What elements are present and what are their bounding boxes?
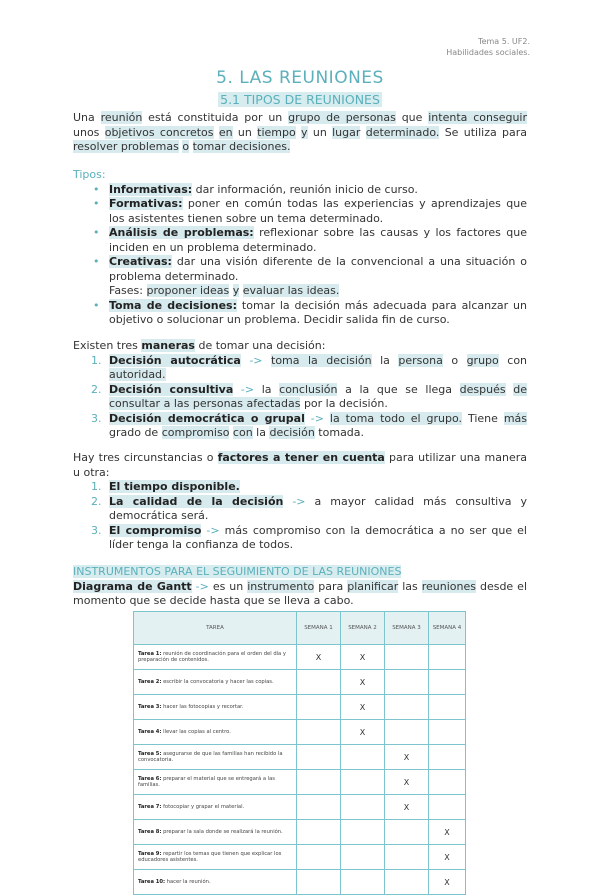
week-cell [297,845,341,870]
week-cell [341,870,385,895]
week-cell: X [385,795,429,820]
task-description: hacer las fotocopias y recortar. [161,703,244,710]
tipos-section [73,168,527,328]
task-description: asegurarse de que las familias han recibido la convocatoria. [138,750,283,763]
instrumentos-section [73,565,527,609]
task-cell [134,645,297,670]
task-cell [134,795,297,820]
maneras-section [73,339,527,441]
header-subject: Habilidades sociales. [446,48,530,57]
list-item: 1. Decisión autocrática -> toma la decisión la persona o grupo con autoridad. [91,353,528,381]
list-item: 3. Decisión democrática o grupal -> la toma todo el grupo. Tiene más grado de compromiso con la decisión tomada. [91,411,528,439]
task-description: escribir la convocatoria y hacer las copias. [161,678,274,685]
task-number: Tarea 7: [138,803,162,810]
table-row [134,770,466,795]
week-cell [385,645,429,670]
task-number: Tarea 4: [138,728,162,735]
tipos-list [73,183,527,328]
task-number: Tarea 6: [138,775,162,782]
factores-intro: Hay tres circunstancias o factores a tener en cuenta para utilizar una manera u otra: [73,451,527,479]
table-row [134,845,466,870]
week-cell: X [341,670,385,695]
task-description: preparar la sala donde se realizará la reunión. [161,828,283,835]
list-item: • Análisis de problemas: reflexionar sobre las causas y los factores que inciden en un problema determinado. [109,226,527,255]
instrumentos-heading: INSTRUMENTOS PARA EL SEGUIMIENTO DE LAS REUNIONES [73,565,402,578]
week-cell [297,820,341,845]
week-cell [429,645,466,670]
list-item: • Formativas: poner en común todas las experiencias y aprendizajes que los asistentes tienen sobre un tema determinado. [109,197,527,226]
week-cell [385,820,429,845]
list-item: 2. Decisión consultiva -> la conclusión a la que se llega después de consultar a las personas afectadas por la decisión. [91,382,527,410]
task-cell [134,670,297,695]
section-subtitle: 5.1 TIPOS DE REUNIONES [220,92,380,107]
week-cell: X [341,695,385,720]
week-cell [341,845,385,870]
week-cell [341,770,385,795]
week-cell [297,695,341,720]
week-cell [385,870,429,895]
factores-list [73,480,527,553]
week-cell [385,670,429,695]
header-topic: Tema 5. UF2. [478,37,530,46]
week-cell [429,795,466,820]
week-cell: X [385,770,429,795]
column-header: SEMANA 3 [385,612,429,645]
week-cell: X [341,720,385,745]
week-cell: X [297,645,341,670]
task-number: Tarea 2: [138,678,162,685]
maneras-list [73,354,527,441]
week-cell [297,745,341,770]
week-cell [429,720,466,745]
week-cell [341,820,385,845]
gantt-description: Diagrama de Gantt -> es un instrumento para planificar las reuniones desde el momento que se decide hasta que se lleva a cabo. [73,579,527,607]
week-cell [297,795,341,820]
week-cell [297,720,341,745]
week-cell [297,870,341,895]
week-cell [385,695,429,720]
table-row [134,720,466,745]
week-cell: X [429,870,466,895]
task-number: Tarea 5: [138,750,162,757]
week-cell: X [429,820,466,845]
column-header: SEMANA 1 [297,612,341,645]
list-item: 2. La calidad de la decisión -> a mayor calidad más consultiva y democrática será. [91,494,527,522]
task-cell [134,870,297,895]
task-description: llevar las copias al centro. [161,728,231,735]
week-cell [297,770,341,795]
task-cell [134,820,297,845]
task-description: hacer la reunión. [165,878,211,885]
week-cell [341,745,385,770]
week-cell [429,695,466,720]
table-header-row [134,612,466,645]
factores-section [73,451,527,553]
week-cell: X [429,845,466,870]
tipos-label: Tipos: [73,168,106,181]
task-number: Tarea 1: [138,650,162,657]
page-header [446,36,530,58]
week-cell [429,670,466,695]
list-item: • Informativas: dar información, reunión inicio de curso. [109,183,527,198]
column-header: SEMANA 4 [429,612,466,645]
task-cell [134,720,297,745]
table-row [134,745,466,770]
task-number: Tarea 9: [138,850,162,857]
task-number: Tarea 10: [138,878,166,885]
maneras-intro: Existen tres maneras de tomar una decisión: [73,339,326,352]
list-item: • Creativas: dar una visión diferente de la convencional a una situación o problema determinado. Fases: proponer ideas y evaluar las ideas. [109,255,527,299]
list-item: 1. El tiempo disponible. [91,480,240,493]
task-description: preparar el material que se entregará a las familias. [138,775,276,788]
task-description: repartir los temas que tienen que explicar los educadores asistentes. [138,850,282,863]
page-title: 5. LAS REUNIONES [216,68,384,88]
table-row [134,795,466,820]
task-cell [134,770,297,795]
task-cell [134,845,297,870]
table-row [134,670,466,695]
week-cell [385,720,429,745]
table-row [134,645,466,670]
week-cell: X [385,745,429,770]
list-item: 3. El compromiso -> más compromiso con la democrática a no ser que el líder tenga la confianza de todos. [91,523,527,551]
gantt-table [133,611,466,895]
table-row [134,695,466,720]
task-cell [134,695,297,720]
week-cell [429,770,466,795]
week-cell [385,845,429,870]
week-cell [341,795,385,820]
task-number: Tarea 3: [138,703,162,710]
table-row [134,820,466,845]
task-description: fotocopiar y grapar el material. [161,803,245,810]
task-number: Tarea 8: [138,828,162,835]
column-header: SEMANA 2 [341,612,385,645]
task-cell [134,745,297,770]
column-header: TAREA [134,612,297,645]
task-description: reunión de coordinación para el orden del día y preparación de contenidos. [138,650,286,663]
intro-paragraph: Una reunión está constituida por un grupo de personas que intenta conseguir unos objetivos concretos en un tiempo y un lugar determinado. Se utiliza para resolver problemas o tomar decisiones. [73,111,528,153]
week-cell [429,745,466,770]
table-row [134,870,466,895]
week-cell [297,670,341,695]
list-item: • Toma de decisiones: tomar la decisión más adecuada para alcanzar un objetivo o solucionar un problema. Decidir salida fin de curso. [109,299,527,328]
week-cell: X [341,645,385,670]
